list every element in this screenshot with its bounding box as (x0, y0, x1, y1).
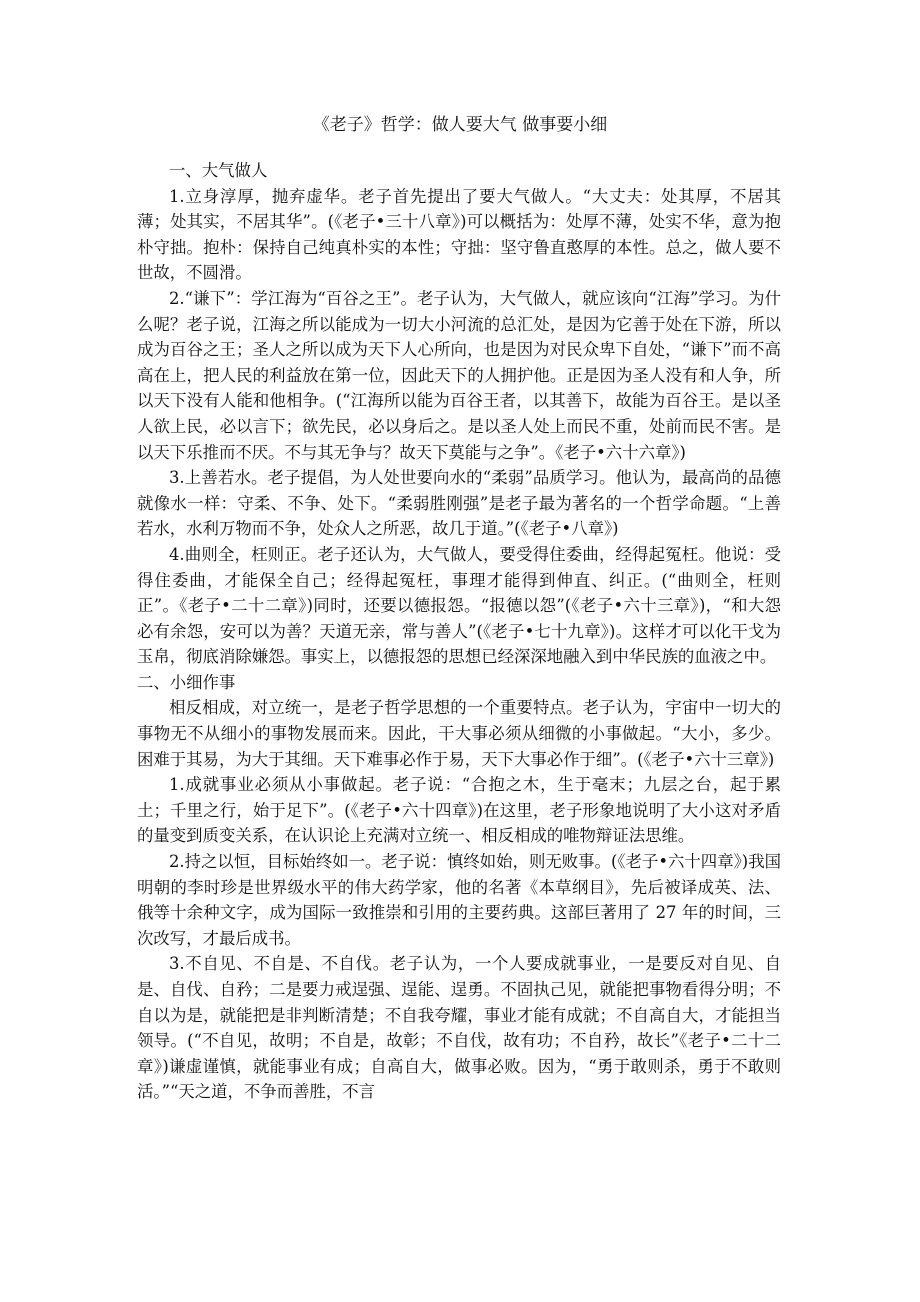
paragraph: 4.曲则全，枉则正。老子还认为，大气做人，要受得住委曲，经得起冤枉。他说：受得住委曲，才能保全自己；经得起冤枉，事理才能得到伸直、纠正。(“曲则全，枉则正”。《老子•二十二章》)同时，还要以德报怨。“报德以怨”(《老子•六十三章》)，“和大怨必有余怨，安可以为善？天道无亲，常与善人”(《老子•七十九章》)。这样才可以化干戈为玉帛，彻底消除嫌怨。事实上，以德报怨的思想已经深深地融入到中华民族的血液之中。 (137, 544, 781, 667)
paragraph: 1.成就事业必须从小事做起。老子说：“合抱之木，生于毫末；九层之台，起于累土；千里之行，始于足下”。(《老子•六十四章》)在这里，老子形象地说明了大小这对矛盾的量变到质变关系，在认识论上充满对立统一、相反相成的唯物辩证法思维。 (137, 775, 781, 846)
paragraph: 相反相成，对立统一，是老子哲学思想的一个重要特点。老子认为，宇宙中一切大的事物无不从细小的事物发展而来。因此，干大事必须从细微的小事做起。“大小，多少。困难于其易，为大于其细。天下难事必作于易，天下大事必作于细”。(《老子•六十三章》) (137, 698, 781, 769)
paragraph: 3.不自见、不自是、不自伐。老子认为，一个人要成就事业，一是要反对自见、自是、自伐、自矜；二是要力戒逞强、逞能、逞勇。不固执己见，就能把事物看得分明；不自以为是，就能把是非判断清楚；不自我夸耀，事业才能有成就；不自高自大，才能担当领导。(“不自见，故明；不自是，故彰；不自伐，故有功；不自矜，故长”《老子•二十二章》)谦虚谨慎，就能事业有成；自高自大，做事必败。因为，“勇于敢则杀，勇于不敢则活。”“天之道，不争而善胜，不言 (137, 954, 781, 1102)
paragraph: 3.上善若水。老子提倡，为人处世要向水的“柔弱”品质学习。他认为，最高尚的品德就像水一样：守柔、不争、处下。“柔弱胜刚强”是老子最为著名的一个哲学命题。“上善若水，水利万物而不争，处众人之所恶，故几于道。”(《老子•八章》) (137, 468, 781, 539)
document-body (137, 158, 781, 1282)
paragraph: 2.“谦下”：学江海为“百谷之王”。老子认为，大气做人，就应该向“江海”学习。为什么呢？老子说，江海之所以能成为一切大小河流的总汇处，是因为它善于处在下游，所以成为百谷之王；圣人之所以成为天下人心所向，也是因为对民众卑下自处，“谦下”而不高高在上，把人民的利益放在第一位，因此天下的人拥护他。正是因为圣人没有和人争，所以天下没有人能和他相争。(“江海所以能为百谷王者，以其善下，故能为百谷王。是以圣人欲上民，必以言下；欲先民，必以身后之。是以圣人处上而民不重，处前而民不害。是以天下乐推而不厌。不与其无争与？故天下莫能与之争”。《老子•六十六章》) (137, 288, 781, 462)
paragraph: 2.持之以恒，目标始终如一。老子说：慎终如始，则无败事。(《老子•六十四章》)我国明朝的李时珍是世界级水平的伟大药学家，他的名著《本草纲目》，先后被译成英、法、俄等十余种文字，成为国际一致推崇和引用的主要药典。这部巨著用了 27 年的时间，三次改写，才最后成书。 (137, 852, 781, 948)
section-heading-1: 一、大气做人 (169, 161, 268, 180)
paragraph: 1.立身淳厚，抛弃虚华。老子首先提出了要大气做人。“大丈夫：处其厚，不居其薄；处其实，不居其华”。(《老子•三十八章》)可以概括为：处厚不薄，处实不华，意为抱朴守拙。抱朴：保持自己纯真朴实的本性；守拙：坚守鲁直憨厚的本性。总之，做人要不世故，不圆滑。 (137, 186, 781, 283)
section-heading-2: 二、小细作事 (137, 672, 236, 692)
document-title: 《老子》哲学：做人要大气 做事要小细 (312, 115, 608, 135)
